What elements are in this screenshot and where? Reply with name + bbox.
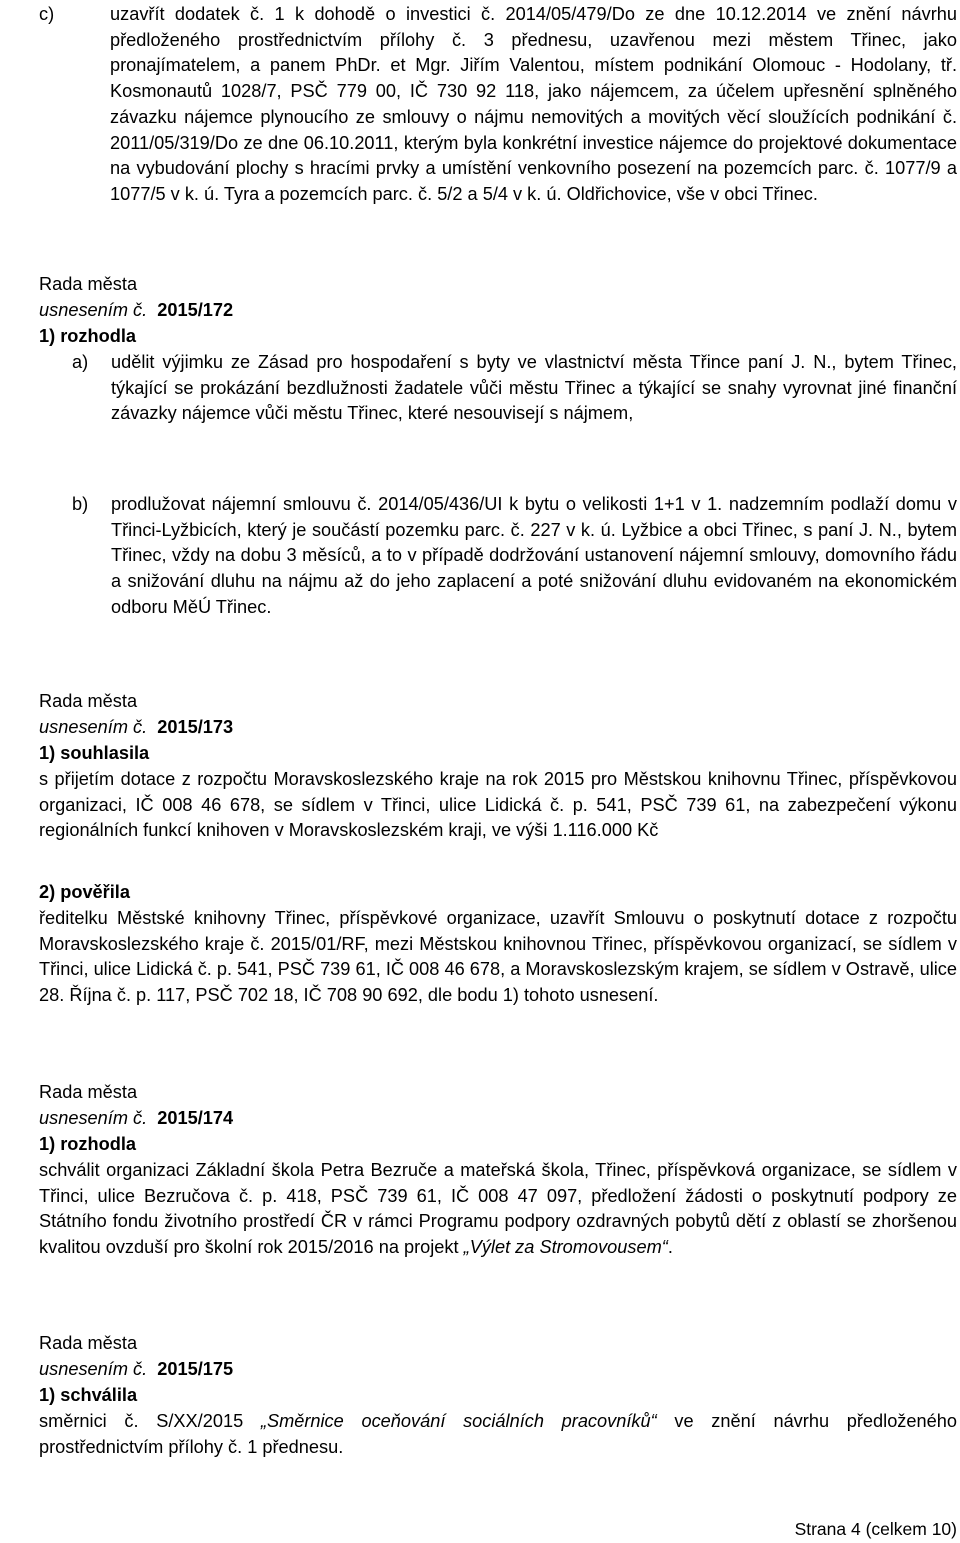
item-c-label: c): [39, 4, 55, 24]
resolution-label: usnesením č.: [39, 299, 148, 320]
council-label: Rada města: [39, 1333, 138, 1353]
item-c: [39, 2, 957, 208]
item-a-label: a): [72, 352, 89, 372]
resolution-number: 2015/173: [157, 716, 234, 737]
resolution-172-verb: 1) rozhodla: [39, 326, 137, 346]
resolution-173-text-2: ředitelku Městské knihovny Třinec, příspěvkové organizace, uzavřít Smlouvu o poskytnutí dotace z rozpočtu Moravskoslezského kraje č. 2015/01/RF, mezi Městskou knihovnou Třinec, příspěvkovou organizací, se sídlem v Třinci, ulice Lidická č. p. 541, PSČ 739 61, IČ 008 46 678, a Moravskoslezským krajem, se sídlem v Ostravě, ulice 28. Října č. p. 117, PSČ 702 18, IČ 708 90 692, dle bodu 1) tohoto usnesení.: [39, 908, 957, 1006]
item-b-label: b): [72, 494, 89, 514]
item-a-text: udělit výjimku ze Zásad pro hospodaření s byty ve vlastnictví města Třince paní J. N., bytem Třinec, týkající se prokázání bezdlužnosti žadatele vůči městu Třinec a týkající se snahy vyrovnat jiné finanční závazky nájemce vůči městu Třinec, které nesouvisejí s nájmem,: [111, 352, 957, 424]
resolution-174-verb: 1) rozhodla: [39, 1134, 137, 1154]
resolution-172-header: [39, 272, 233, 323]
item-c-text: uzavřít dodatek č. 1 k dohodě o investici č. 2014/05/479/Do ze dne 10.12.2014 ve znění návrhu předloženého prostřednictvím přílohy č. 3 přednesu, uzavřenou mezi městem Třinec, jako pronajímatelem, a panem PhDr. et Mgr. Jiřím Valentou, místem podnikání Olomouc - Hodolany, tř. Kosmonautů 1028/7, PSČ 779 00, IČ 730 92 118, jako nájemcem, za účelem upřesnění splněného závazku nájemce plynoucího ze smlouvy o nájmu nemovitých a movitých věcí sloužících podnikání č. 2011/05/319/Do ze dne 06.10.2011, kterým byla konkrétní investice nájemce do projektové dokumentace na vybudování plochy s hracími prvky a umístění venkovního posezení na pozemcích parc. č. 1077/9 a 1077/5 v k. ú. Tyra a pozemcích parc. č. 5/2 a 5/4 v k. ú. Oldřichovice, vše v obci Třinec.: [110, 4, 957, 204]
council-label: Rada města: [39, 274, 138, 294]
resolution-label: usnesením č.: [39, 716, 148, 737]
resolution-175-text-main: směrnici č. S/XX/2015: [39, 1411, 261, 1431]
council-label: Rada města: [39, 691, 138, 711]
resolution-175-header: [39, 1331, 233, 1382]
resolution-173-verb-1: 1) souhlasila: [39, 743, 150, 763]
resolution-174-text-main: schválit organizaci Základní škola Petra Bezruče a mateřská škola, Třinec, příspěvková organizace, se sídlem v Třinci, ulice Bezručova č. p. 418, PSČ 739 61, IČ 008 47 097, předložení žádosti o poskytnutí podpory ze Státního fondu životního prostředí ČR v rámci Programu podpory ozdravných pobytů dětí z oblastí se zhoršenou kvalitou ovzduší pro školní rok 2015/2016 na projekt: [39, 1160, 957, 1258]
resolution-172-item-a: [72, 350, 957, 427]
directive-name: „Směrnice oceňování sociálních pracovníků“: [260, 1411, 657, 1431]
council-label: Rada města: [39, 1082, 138, 1102]
resolution-number: 2015/175: [157, 1358, 234, 1379]
resolution-172-item-b: [72, 492, 957, 621]
page-number: Strana 4 (celkem 10): [794, 1519, 957, 1539]
resolution-number: 2015/172: [157, 299, 234, 320]
project-name: „Výlet za Stromovousem“: [463, 1237, 668, 1258]
resolution-label: usnesením č.: [39, 1107, 148, 1128]
resolution-173-verb-2: 2) pověřila: [39, 882, 130, 902]
resolution-label: usnesením č.: [39, 1358, 148, 1379]
resolution-175-text-end: ve znění návrhu předloženého prostřednictvím přílohy č. 1 přednesu.: [39, 1411, 957, 1457]
resolution-number: 2015/174: [157, 1107, 234, 1128]
resolution-175-verb: 1) schválila: [39, 1385, 138, 1405]
resolution-174-text-end: .: [667, 1237, 673, 1258]
resolution-174-text: [39, 1158, 957, 1261]
resolution-175-text: [39, 1409, 957, 1460]
resolution-174-header: [39, 1080, 233, 1131]
resolution-173-text-1: s přijetím dotace z rozpočtu Moravskoslezského kraje na rok 2015 pro Městskou knihovnu Třinec, příspěvkovou organizaci, IČ 008 46 678, se sídlem v Třinci, ulice Lidická č. p. 541, PSČ 739 61, na zabezpečení výkonu regionálních funkcí knihoven v Moravskoslezském kraji, ve výši 1.116.000 Kč: [39, 769, 957, 841]
item-b-text: prodlužovat nájemní smlouvu č. 2014/05/436/UI k bytu o velikosti 1+1 v 1. nadzemním podlaží domu v Třinci-Lyžbicích, který je součástí pozemku parc. č. 227 v k. ú. Lyžbice a obci Třinec, s paní J. N., bytem Třinec, vždy na dobu 3 měsíců, a to v případě dodržování ustanovení nájemní smlouvy, domovního řádu a snižování dluhu na nájmu až do jeho zaplacení a poté snižování dluhu evidovaném na ekonomickém odboru MěÚ Třinec.: [111, 494, 957, 617]
resolution-173-header: [39, 689, 233, 740]
